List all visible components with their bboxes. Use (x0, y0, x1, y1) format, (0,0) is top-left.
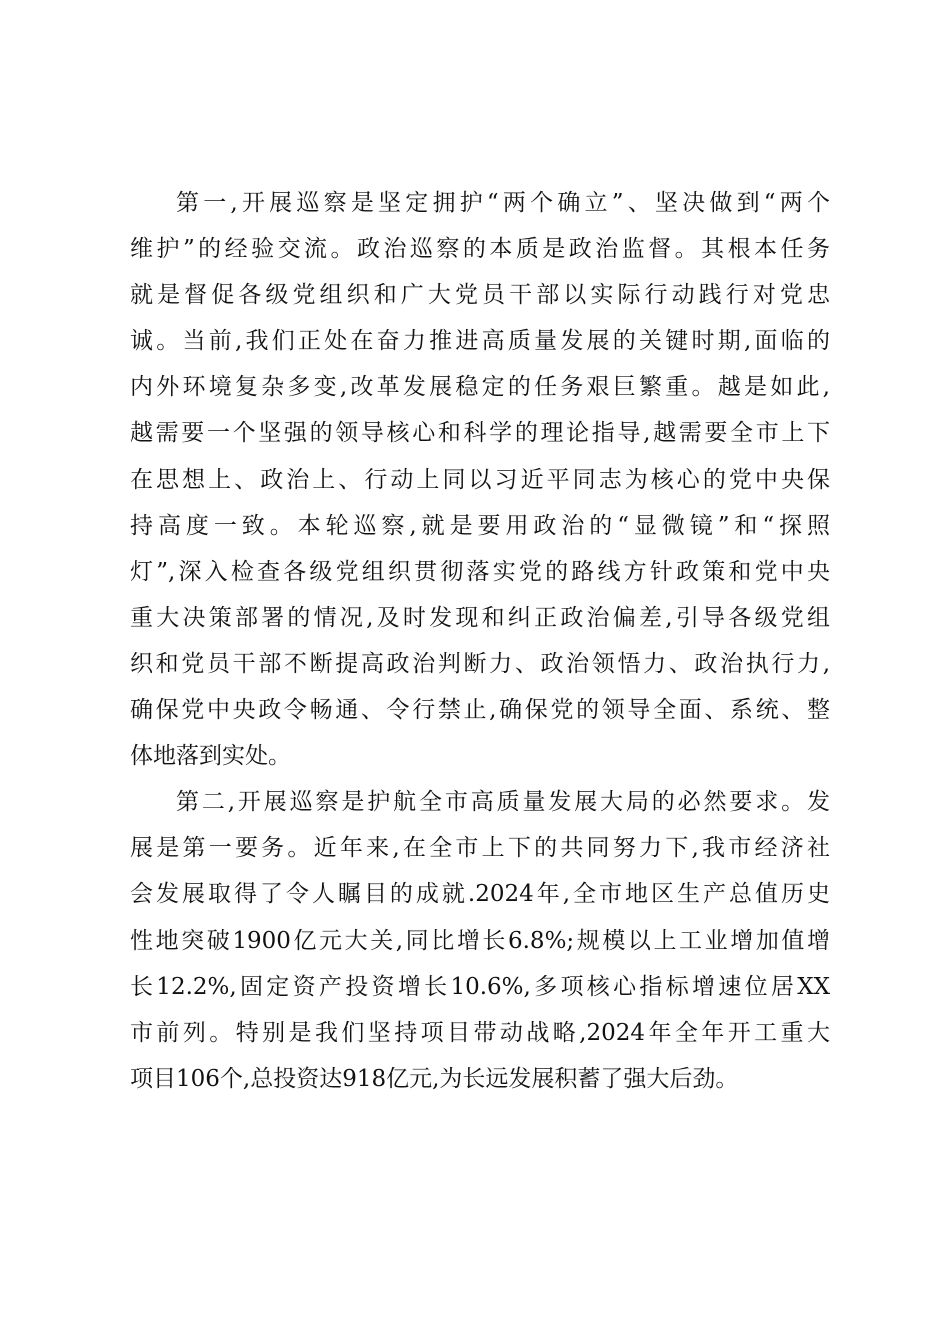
text-line: 在思想上、政治上、行动上同以习近平同志为核心的党中央保 (130, 466, 830, 493)
text-line: 诚。当前,我们正处在奋力推进高质量发展的关键时期,面临的 (130, 328, 830, 355)
text-line: 展是第一要务。近年来,在全市上下的共同努力下,我市经济社 (130, 835, 830, 862)
text-line: 重大决策部署的情况,及时发现和纠正政治偏差,引导各级党组 (130, 604, 830, 631)
text-line: 项目106个,总投资达918亿元,为长远发展积蓄了强大后劲。 (130, 1065, 739, 1092)
text-line: 性地突破1900亿元大关,同比增长6.8%;规模以上工业增加值增 (130, 927, 830, 954)
text-line: 内外环境复杂多变,改革发展稳定的任务艰巨繁重。越是如此, (130, 374, 830, 401)
text-line: 越需要一个坚强的领导核心和科学的理论指导,越需要全市上下 (130, 420, 830, 447)
text-line: 维护”的经验交流。政治巡察的本质是政治监督。其根本任务 (130, 236, 830, 263)
text-line: 灯”,深入检查各级党组织贯彻落实党的路线方针政策和党中央 (130, 558, 830, 585)
text-line: 会发展取得了令人瞩目的成就.2024年,全市地区生产总值历史 (130, 881, 830, 908)
text-line: 第二,开展巡察是护航全市高质量发展大局的必然要求。发 (176, 789, 830, 816)
text-line: 持高度一致。本轮巡察,就是要用政治的“显微镜”和“探照 (130, 512, 830, 539)
paragraph-2 (130, 779, 830, 1102)
text-line: 长12.2%,固定资产投资增长10.6%,多项核心指标增速位居XX (130, 973, 830, 1000)
body-text (130, 180, 830, 1102)
text-line: 织和党员干部不断提高政治判断力、政治领悟力、政治执行力, (130, 650, 830, 677)
text-line: 就是督促各级党组织和广大党员干部以实际行动践行对党忠 (130, 282, 830, 309)
text-line: 确保党中央政令畅通、令行禁止,确保党的领导全面、系统、整 (130, 697, 830, 724)
paragraph-1 (130, 180, 830, 779)
text-line: 市前列。特别是我们坚持项目带动战略,2024年全年开工重大 (130, 1019, 830, 1046)
text-line: 第一,开展巡察是坚定拥护“两个确立”、坚决做到“两个 (176, 190, 830, 216)
text-line: 体地落到实处。 (130, 743, 291, 770)
